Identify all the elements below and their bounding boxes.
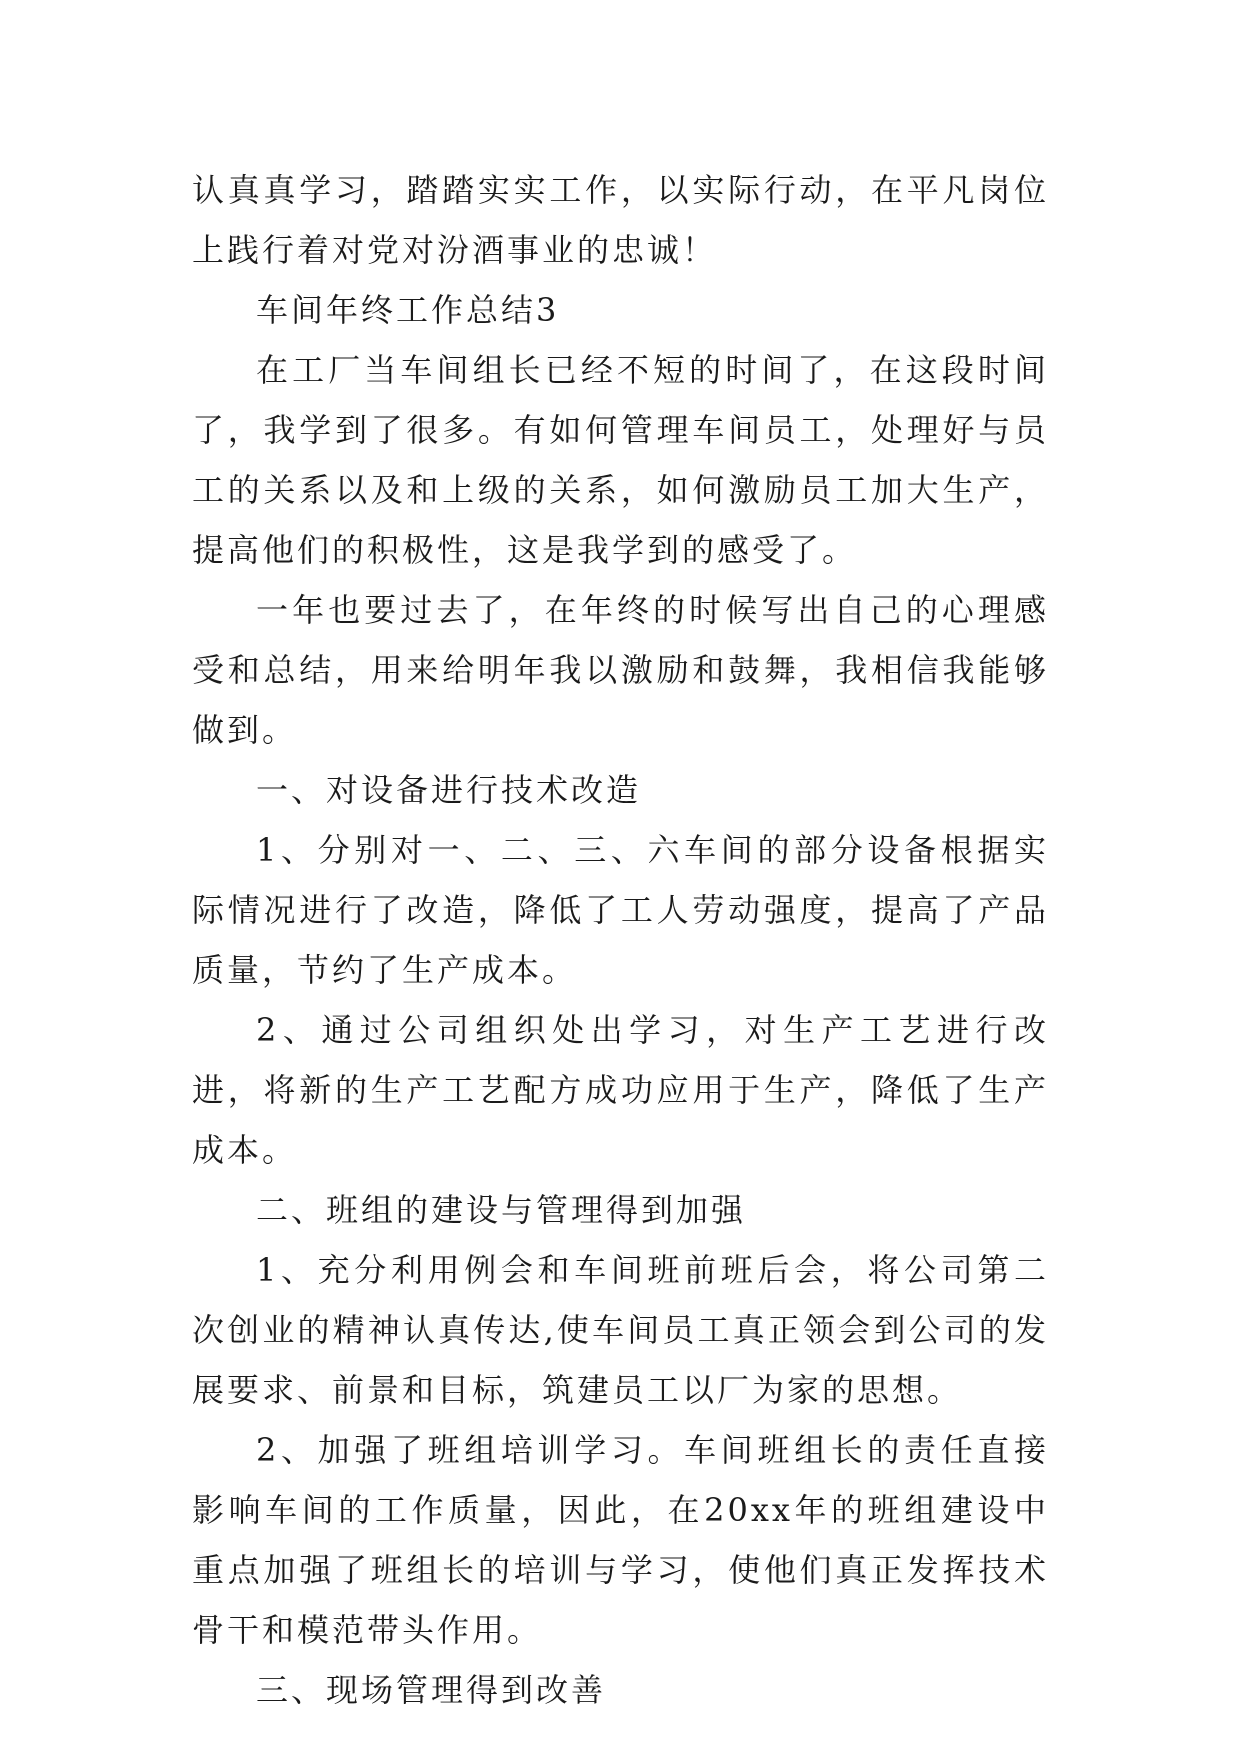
heading-equipment: 一、对设备进行技术改造 — [256, 771, 642, 809]
paragraph-equipment-1: 1、分别对一、二、三、六车间的部分设备根据实际情况进行了改造，降低了工人劳动强度，提高了产品质量，节约了生产成本。 — [192, 831, 1049, 989]
paragraph-team-1: 1、充分利用例会和车间班前班后会，将公司第二次创业的精神认真传达,使车间员工真正领会到公司的发展要求、前景和目标，筑建员工以厂为家的思想。 — [192, 1251, 1049, 1409]
document-body — [192, 160, 1049, 1720]
paragraph-team-2: 2、加强了班组培训学习。车间班组长的责任直接影响车间的工作质量，因此，在20xx年的班组建设中重点加强了班组长的培训与学习，使他们真正发挥技术骨干和模范带头作用。 — [192, 1431, 1049, 1649]
paragraph-summary: 一年也要过去了，在年终的时候写出自己的心理感受和总结，用来给明年我以激励和鼓舞，我相信我能够做到。 — [192, 591, 1049, 749]
heading-site: 三、现场管理得到改善 — [256, 1671, 607, 1709]
paragraph-equipment-2: 2、通过公司组织处出学习，对生产工艺进行改进，将新的生产工艺配方成功应用于生产，降低了生产成本。 — [192, 1011, 1049, 1169]
paragraph-continuation: 认真真学习，踏踏实实工作，以实际行动，在平凡岗位上践行着对党对汾酒事业的忠诚！ — [192, 171, 1049, 269]
section-title: 车间年终工作总结3 — [256, 291, 560, 329]
paragraph-intro: 在工厂当车间组长已经不短的时间了，在这段时间了，我学到了很多。有如何管理车间员工，处理好与员工的关系以及和上级的关系，如何激励员工加大生产，提高他们的积极性，这是我学到的感受了。 — [192, 351, 1049, 569]
heading-team: 二、班组的建设与管理得到加强 — [256, 1191, 747, 1229]
